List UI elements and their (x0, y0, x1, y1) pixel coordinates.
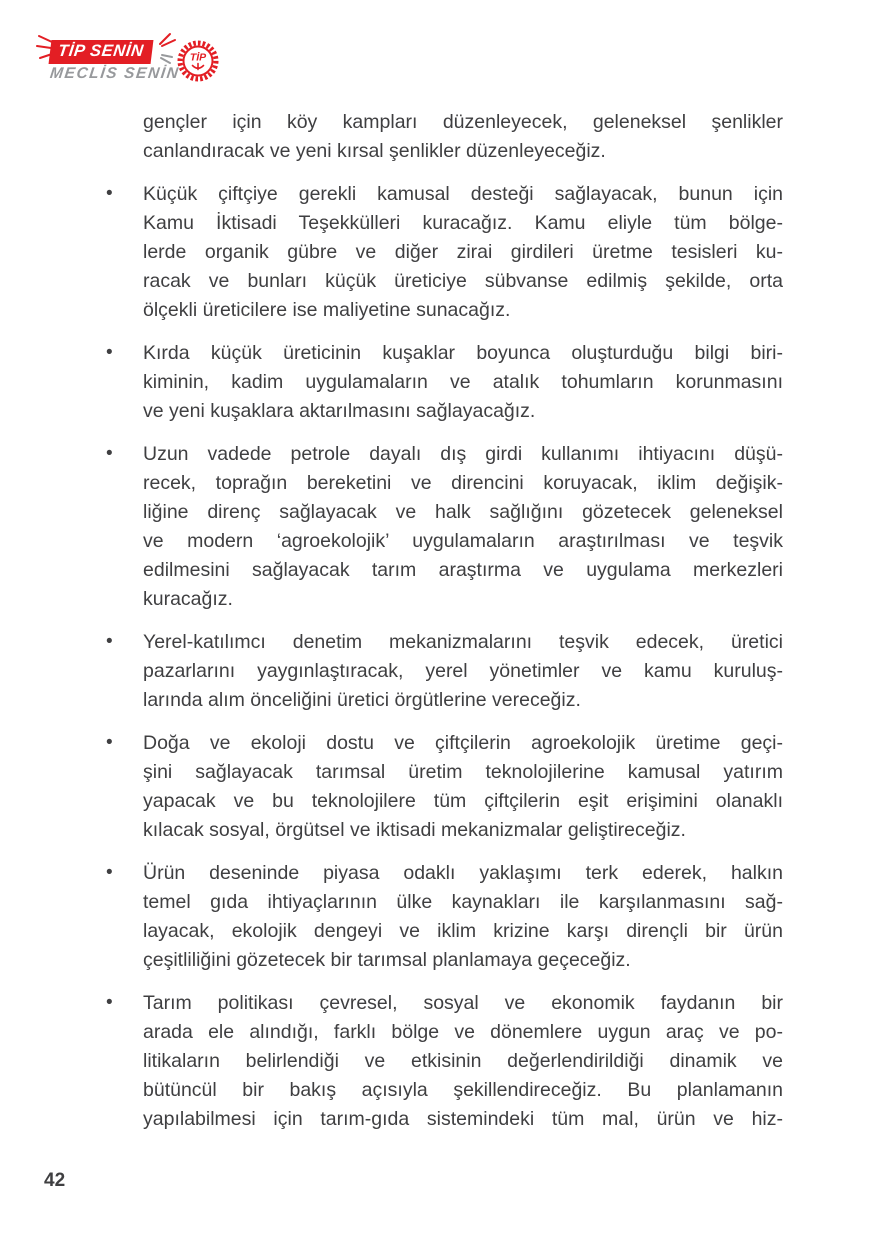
bullet-list (106, 180, 783, 1134)
text-line: arada ele alındığı, farklı bölge ve dönemlere uygun araç ve po- (143, 1021, 783, 1043)
text-line: ve yeni kuşaklara aktarılmasını sağlayacağız. (143, 400, 536, 422)
bullet-text (143, 440, 783, 614)
text-line: Doğa ve ekoloji dostu ve çiftçilerin agroekolojik üretime geçi- (143, 732, 783, 754)
bullet-marker-icon: • (106, 631, 113, 652)
text-line: recek, toprağın bereketini ve direncini koruyacak, iklim değişik- (143, 472, 783, 494)
text-line: kiminin, kadim uygulamaların ve atalık tohumların korunmasını (143, 371, 783, 393)
text-line: kuracağız. (143, 588, 233, 610)
text-line: Yerel-katılımcı denetim mekanizmalarını teşvik edecek, üretici (143, 631, 783, 653)
text-line: kılacak sosyal, örgütsel ve iktisadi mekanizmalar geliştireceğiz. (143, 819, 686, 841)
emblem-label: TİP (189, 51, 207, 64)
text-line: gençler için köy kampları düzenleyecek, geleneksel şenlikler (143, 111, 783, 133)
logo-title-banner (49, 40, 154, 64)
bullet-text (143, 628, 783, 715)
logo-title-text: TİP SENİN (57, 42, 145, 60)
intro-paragraph (143, 108, 783, 166)
bullet-text (143, 180, 783, 325)
bullet-item (106, 729, 783, 845)
text-line: liğine direnç sağlayacak ve halk sağlığını gözetecek geleneksel (143, 501, 783, 523)
text-line: lerde organik gübre ve diğer zirai girdileri üretme tesisleri ku- (143, 241, 783, 263)
text-line: Kırda küçük üreticinin kuşaklar boyunca oluşturduğu bilgi biri- (143, 342, 783, 364)
page-number: 42 (44, 1170, 66, 1191)
text-line: edilmesini sağlayacak tarım araştırma ve uygulama merkezleri (143, 559, 783, 581)
logo-subtitle-text: MECLİS SENİN (49, 65, 181, 82)
text-line: çeşitliliğini gözetecek bir tarımsal planlamaya geçeceğiz. (143, 949, 631, 971)
bullet-item (106, 180, 783, 325)
bullet-marker-icon: • (106, 443, 113, 464)
text-line: racak ve bunları küçük üreticiye sübvanse edilmiş şekilde, orta (143, 270, 783, 292)
burst-decoration-right (156, 32, 178, 66)
text-line: ölçekli üreticilere ise maliyetine sunacağız. (143, 299, 511, 321)
text-line: Tarım politikası çevresel, sosyal ve ekonomik faydanın bir (143, 992, 783, 1014)
bullet-text (143, 989, 783, 1134)
text-line: Ürün deseninde piyasa odaklı yaklaşımı terk ederek, halkın (143, 862, 783, 884)
tip-emblem-icon (176, 38, 220, 84)
bullet-item (106, 440, 783, 614)
text-line: temel gıda ihtiyaçlarının ülke kaynakları ile karşılanmasını sağ- (143, 891, 783, 913)
text-line: larında alım önceliğini üretici örgütlerine vereceğiz. (143, 689, 581, 711)
bullet-marker-icon: • (106, 732, 113, 753)
text-line: Küçük çiftçiye gerekli kamusal desteği sağlayacak, bunun için (143, 183, 783, 205)
text-line: layacak, ekolojik dengeyi ve iklim krizine karşı dirençli bir ürün (143, 920, 783, 942)
text-line: bütüncül bir bakış açısıyla şekillendireceğiz. Bu planlamanın (143, 1079, 783, 1101)
bullet-item (106, 859, 783, 975)
bullet-item (106, 339, 783, 426)
bullet-text (143, 859, 783, 975)
text-line: pazarlarını yaygınlaştıracak, yerel yönetimler ve kamu kuruluş- (143, 660, 783, 682)
text-line: Uzun vadede petrole dayalı dış girdi kullanımı ihtiyacını düşü- (143, 443, 783, 465)
text-line: şini sağlayacak tarımsal üretim teknolojilerine kamusal yatırım (143, 761, 783, 783)
bullet-item (106, 989, 783, 1134)
text-line: litikaların belirlendiği ve etkisinin değerlendirildiği dinamik ve (143, 1050, 783, 1072)
document-body (106, 108, 783, 1148)
text-line: yapacak ve bu teknolojilere tüm çiftçilerin eşit erişimini olanaklı (143, 790, 783, 812)
text-line: Kamu İktisadi Teşekkülleri kuracağız. Kamu eliyle tüm bölge- (143, 212, 783, 234)
text-line: yapılabilmesi için tarım-gıda sistemindeki tüm mal, ürün ve hiz- (143, 1108, 783, 1130)
bullet-text (143, 729, 783, 845)
text-line: canlandıracak ve yeni kırsal şenlikler düzenleyeceğiz. (143, 140, 606, 162)
bullet-marker-icon: • (106, 862, 113, 883)
text-line: ve modern ‘agroekolojik’ uygulamaların araştırılması ve teşvik (143, 530, 783, 552)
party-logo (50, 40, 270, 90)
bullet-marker-icon: • (106, 342, 113, 363)
bullet-marker-icon: • (106, 183, 113, 204)
bullet-item (106, 628, 783, 715)
bullet-text (143, 339, 783, 426)
bullet-marker-icon: • (106, 992, 113, 1013)
